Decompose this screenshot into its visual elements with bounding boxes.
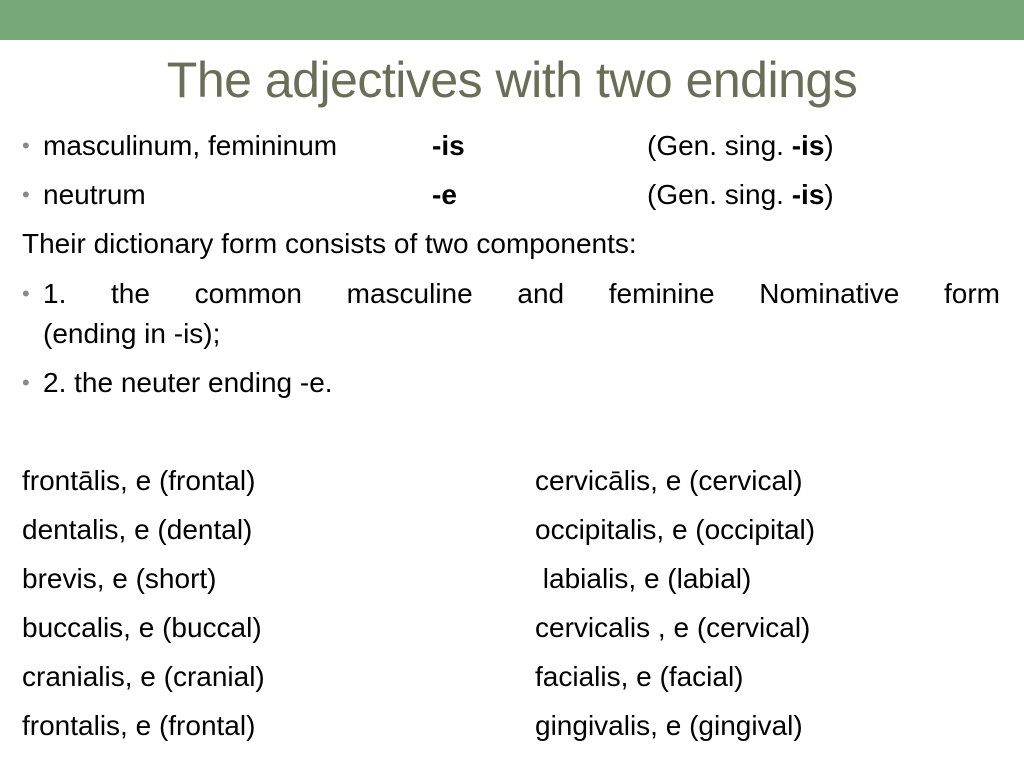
vocab-right-item: facialis, e (facial)	[535, 661, 744, 692]
slide-title: The adjectives with two endings	[166, 52, 858, 108]
vocab-left-item: buccalis, e (buccal)	[22, 612, 262, 643]
genitive-note: (Gen. sing. -is)	[647, 179, 834, 210]
vocab-right-item: cervicalis , e (cervical)	[535, 612, 811, 643]
vocab-right-item: gingivalis, e (gingival)	[535, 710, 803, 741]
gender-label: masculinum, femininum	[43, 130, 338, 161]
bullet-icon: •	[22, 133, 30, 158]
bullet-icon: •	[22, 281, 30, 306]
header-bar	[0, 0, 1024, 40]
genitive-note: (Gen. sing. -is)	[647, 130, 834, 161]
component-1	[22, 274, 1000, 354]
dictionary-intro: Their dictionary form consists of two components:	[22, 228, 637, 259]
bullet-icon: •	[22, 370, 30, 395]
component-1-text: 1. the common masculine and feminine Nominative form	[43, 278, 1000, 309]
vocab-right-item: cervicālis, e (cervical)	[535, 465, 803, 496]
vocab-left-item: frontalis, e (frontal)	[22, 710, 256, 741]
ending-value: -e	[432, 179, 457, 210]
bullet-icon: •	[22, 182, 30, 207]
component-1-continuation: (ending in -is);	[43, 318, 221, 349]
ending-value: -is	[432, 130, 465, 161]
vocab-right-item: occipitalis, e (occipital)	[535, 514, 816, 545]
vocab-left-item: dentalis, e (dental)	[22, 514, 253, 545]
vocab-left-item: cranialis, e (cranial)	[22, 661, 265, 692]
vocab-left-item: brevis, e (short)	[22, 563, 217, 594]
vocab-left-item: frontālis, e (frontal)	[22, 465, 256, 496]
component-2-text: 2. the neuter ending -e.	[43, 367, 333, 398]
gender-label: neutrum	[43, 179, 146, 210]
vocab-right-item: labialis, e (labial)	[535, 563, 752, 594]
